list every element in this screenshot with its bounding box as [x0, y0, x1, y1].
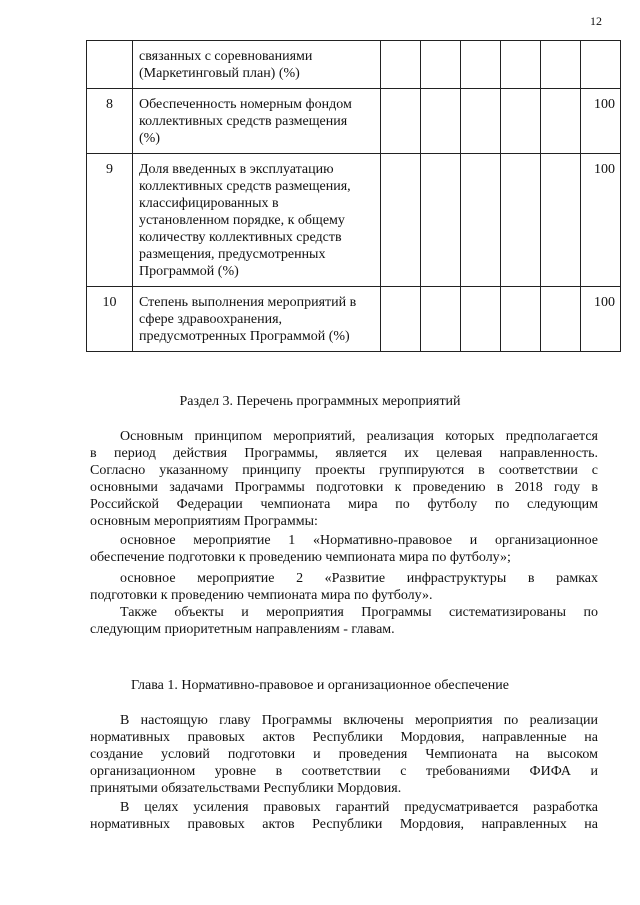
target-value-cell	[581, 41, 621, 89]
year-value-cell	[501, 89, 541, 154]
text-line: организационном уровне в соответствии с требованиями ФИФА и	[90, 764, 598, 779]
indicators-table	[86, 40, 621, 352]
year-value-cell	[541, 154, 581, 287]
indicator-name-line: коллективных средств размещения	[139, 114, 348, 129]
text-line: Согласно указанному принципу проекты группируются в соответствии с	[90, 463, 598, 478]
year-value-cell	[461, 89, 501, 154]
text-line: подготовки к проведению чемпионата мира по футболу».	[90, 588, 433, 603]
indicator-name-line: Степень выполнения мероприятий в	[139, 295, 357, 310]
table-row	[87, 89, 621, 154]
row-number-cell: 10	[87, 287, 133, 352]
indicator-name-line: коллективных средств размещения,	[139, 179, 351, 194]
section-paragraph-4	[90, 604, 598, 638]
chapter-heading: Глава 1. Нормативно-правовое и организационное обеспечение	[131, 678, 509, 693]
target-value-cell: 100	[581, 89, 621, 154]
indicator-name-line: размещения, предусмотренных	[139, 247, 326, 262]
chapter-paragraph-1	[90, 712, 598, 797]
year-value-cell	[381, 154, 421, 287]
text-line: основное мероприятие 2 «Развитие инфраструктуры в рамках	[120, 571, 598, 586]
indicator-name-line: Обеспеченность номерным фондом	[139, 97, 352, 112]
indicator-name-cell	[133, 89, 381, 154]
row-number-cell: 9	[87, 154, 133, 287]
text-line: основное мероприятие 1 «Нормативно-правовое и организационное	[120, 533, 598, 548]
indicator-name-line: классифицированных в	[139, 196, 279, 211]
text-line: основным мероприятиям Программы:	[90, 514, 318, 529]
text-line: обеспечение подготовки к проведению чемпионата мира по футболу»;	[90, 550, 511, 565]
table-row	[87, 41, 621, 89]
indicator-name-cell	[133, 41, 381, 89]
indicator-name-line: (Маркетинговый план) (%)	[139, 66, 300, 81]
text-line: следующим приоритетным направлениям - главам.	[90, 622, 395, 637]
text-line: Также объекты и мероприятия Программы систематизированы по	[120, 605, 598, 620]
year-value-cell	[461, 154, 501, 287]
indicator-name-cell	[133, 287, 381, 352]
text-line: создание условий подготовки и проведения Чемпионата на высоком	[90, 747, 598, 762]
indicator-name-line: сфере здравоохранения,	[139, 312, 283, 327]
indicator-name-cell	[133, 154, 381, 287]
indicator-name-line: количеству коллективных средств	[139, 230, 342, 245]
section-paragraph-1	[90, 428, 598, 530]
year-value-cell	[461, 41, 501, 89]
target-value-cell: 100	[581, 154, 621, 287]
year-value-cell	[421, 89, 461, 154]
year-value-cell	[381, 41, 421, 89]
text-line: основными задачами Программы подготовки к проведению в 2018 году в	[90, 480, 598, 495]
year-value-cell	[541, 41, 581, 89]
text-line: В целях усиления правовых гарантий предусматривается разработка	[120, 800, 598, 815]
table-row	[87, 154, 621, 287]
text-line: Основным принципом мероприятий, реализация которых предполагается	[120, 429, 598, 444]
indicator-name-line: Доля введенных в эксплуатацию	[139, 162, 334, 177]
year-value-cell	[541, 287, 581, 352]
text-line: принятыми обязательствами Республики Мордовия.	[90, 781, 402, 796]
text-line: в период действия Программы, является их целевая направленность.	[90, 446, 598, 461]
year-value-cell	[501, 41, 541, 89]
year-value-cell	[421, 287, 461, 352]
indicator-name-line: (%)	[139, 131, 160, 146]
year-value-cell	[501, 287, 541, 352]
indicator-name-line: связанных с соревнованиями	[139, 49, 313, 64]
target-value-cell: 100	[581, 287, 621, 352]
year-value-cell	[541, 89, 581, 154]
indicator-name-line: предусмотренных Программой (%)	[139, 329, 350, 344]
year-value-cell	[461, 287, 501, 352]
year-value-cell	[381, 89, 421, 154]
text-line: В настоящую главу Программы включены мероприятия по реализации	[120, 713, 598, 728]
page-number: 12	[590, 14, 602, 28]
year-value-cell	[381, 287, 421, 352]
section-heading: Раздел 3. Перечень программных мероприятий	[179, 394, 461, 409]
year-value-cell	[421, 154, 461, 287]
text-line: Российской Федерации чемпионата мира по футболу по следующим	[90, 497, 598, 512]
table-row	[87, 287, 621, 352]
year-value-cell	[421, 41, 461, 89]
section-list-item-1	[90, 532, 598, 566]
row-number-cell	[87, 41, 133, 89]
year-value-cell	[501, 154, 541, 287]
indicator-name-line: установленном порядке, к общему	[139, 213, 345, 228]
indicator-name-line: Программой (%)	[139, 264, 239, 279]
section-list-item-2	[90, 570, 598, 604]
row-number-cell: 8	[87, 89, 133, 154]
text-line: нормативных правовых актов Республики Мордовия, направленных на	[90, 817, 598, 832]
chapter-paragraph-2	[90, 799, 598, 833]
text-line: нормативных правовых актов Республики Мордовия, направленные на	[90, 730, 598, 745]
